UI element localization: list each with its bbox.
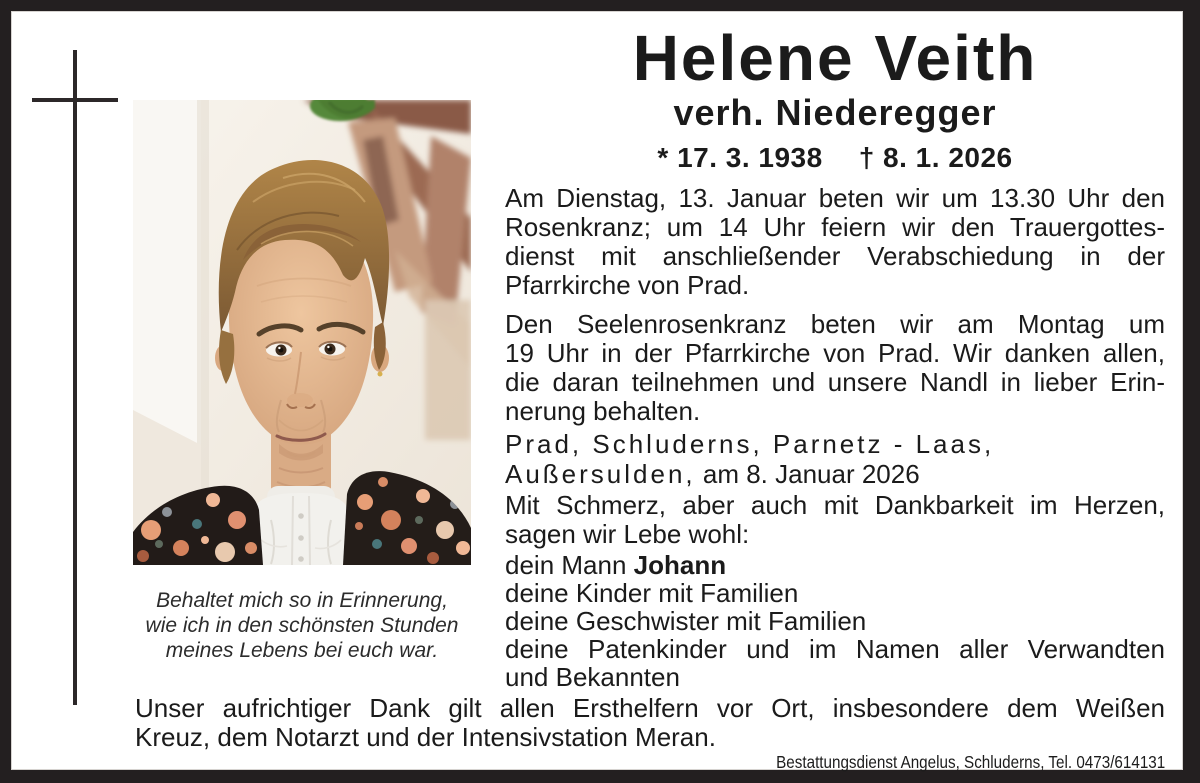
- text-line: Kreuz, dem Notarzt und der Intensivstation Meran.: [135, 722, 716, 752]
- text-line: sagen wir Lebe wohl:: [505, 519, 750, 549]
- text-line: deine Patenkinder und im Namen aller Verwandten: [505, 634, 1165, 664]
- death-date: † 8. 1. 2026: [858, 142, 1013, 173]
- text-line: deine Kinder mit Familien: [505, 578, 799, 608]
- header-block: [505, 22, 1165, 173]
- memorial-cross-bar: [32, 98, 118, 102]
- obituary-card: [11, 11, 1183, 770]
- rosary-paragraph: [505, 310, 1165, 426]
- place-name: Außersulden,: [505, 459, 696, 489]
- text-line: Prad, Schluderns, Parnetz - Laas,: [505, 429, 995, 459]
- text-line: Am Dienstag, 13. Januar beten wir um 13.30 Uhr den: [505, 183, 1165, 213]
- earring: [378, 372, 383, 377]
- life-dates: [505, 143, 1165, 173]
- text-line: dein Mann Johann: [505, 550, 727, 580]
- text-line: [505, 459, 1165, 489]
- deceased-name: Helene Veith: [632, 22, 1038, 94]
- text-line: nerung behalten.: [505, 396, 701, 426]
- caption-line: wie ich in den schönsten Stunden: [145, 614, 459, 637]
- caption-line: Behaltet mich so in Erinnerung,: [156, 589, 448, 612]
- photo-caption: [118, 588, 486, 663]
- caption-line: meines Lebens bei euch war.: [165, 639, 439, 662]
- funeral-home-credit: Bestattungsdienst Angelus, Schluderns, Tel. 0473/614131: [775, 752, 1165, 772]
- memorial-cross: [73, 50, 77, 705]
- husband-name: Johann: [633, 550, 727, 580]
- married-name: verh. Niederegger: [673, 92, 997, 133]
- text-line: deine Geschwister mit Familien: [505, 606, 867, 636]
- text-line: 19 Uhr in der Pfarrkirche von Prad. Wir danken allen,: [505, 338, 1165, 368]
- funeral-service-paragraph: [505, 184, 1165, 300]
- text-line: Den Seelenrosenkranz beten wir am Montag um: [505, 309, 1165, 339]
- text-line: Mit Schmerz, aber auch mit Dankbarkeit im Herzen,: [505, 490, 1165, 520]
- notice-date: am 8. Januar 2026: [695, 459, 920, 489]
- text-line: dienst mit anschließender Verabschiedung in der: [505, 241, 1165, 271]
- thanks-paragraph: [135, 694, 1165, 752]
- text-line: Rosenkranz; um 14 Uhr feiern wir den Trauergottes-: [505, 212, 1165, 242]
- text-line: die daran teilnehmen und unsere Nandl in lieber Erin-: [505, 367, 1165, 397]
- places-date-paragraph: [505, 429, 1165, 489]
- birth-date: * 17. 3. 1938: [657, 142, 823, 173]
- portrait-photo: [133, 100, 471, 565]
- text-line: Unser aufrichtiger Dank gilt allen Ersthelfern vor Ort, insbesondere dem Weißen: [135, 693, 1165, 723]
- mourners-list: [505, 551, 1165, 691]
- text-line: Pfarrkirche von Prad.: [505, 270, 750, 300]
- farewell-intro-paragraph: [505, 491, 1165, 549]
- text-line: und Bekannten: [505, 662, 680, 692]
